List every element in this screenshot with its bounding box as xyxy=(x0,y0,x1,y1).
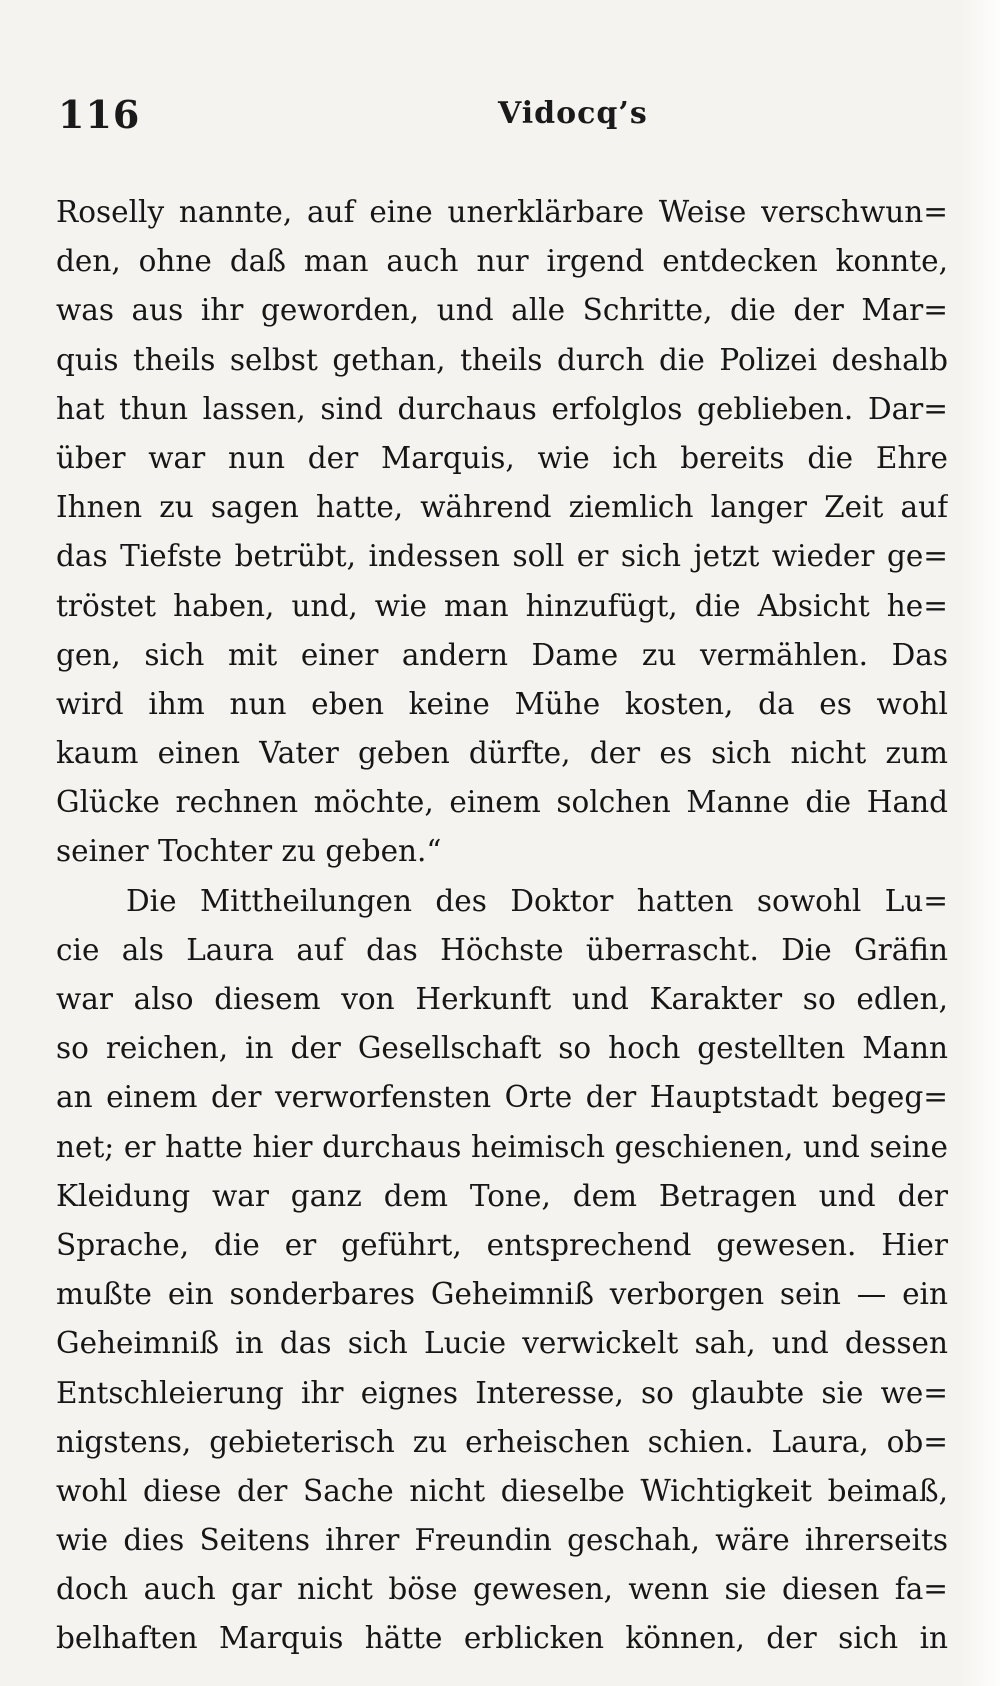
text-line: belhaften Marquis hätte erblicken können, der sich in xyxy=(56,1621,948,1656)
text-line: wird ihm nun eben keine Mühe kosten, da es wohl xyxy=(56,686,948,721)
text-line: net; er hatte hier durchaus heimisch geschienen, und seine xyxy=(56,1129,948,1164)
text-line: war also diesem von Herkunft und Karakter so edlen, xyxy=(56,982,948,1016)
text-line: über war nun der Marquis, wie ich bereits die Ehre xyxy=(56,440,948,475)
text-line: Sprache, die er geführt, entsprechend gewesen. Hier xyxy=(56,1227,948,1262)
text-line: kaum einen Vater geben dürfte, der es sich nicht zum xyxy=(56,736,948,771)
text-line: doch auch gar nicht böse gewesen, wenn sie diesen fa= xyxy=(56,1572,948,1607)
text-line: seiner Tochter zu geben.“ xyxy=(56,834,442,869)
text-line: hat thun lassen, sind durchaus erfolglos geblieben. Dar= xyxy=(56,391,948,426)
text-line: mußte ein sonderbares Geheimniß verborgen sein — ein xyxy=(56,1277,948,1312)
text-line: quis theils selbst gethan, theils durch die Polizei deshalb xyxy=(56,342,948,377)
text-line: an einem der verworfensten Orte der Hauptstadt begeg= xyxy=(56,1080,948,1115)
page-edge xyxy=(960,0,1000,1686)
text-line: so reichen, in der Gesellschaft so hoch gestellten Mann xyxy=(56,1031,948,1066)
text-line: Geheimniß in das sich Lucie verwickelt sah, und dessen xyxy=(56,1326,948,1361)
text-line: Ihnen zu sagen hatte, während ziemlich langer Zeit auf xyxy=(56,490,948,525)
body-text xyxy=(56,188,948,1664)
text-line: was aus ihr geworden, und alle Schritte, die der Mar= xyxy=(56,293,948,328)
text-line: Kleidung war ganz dem Tone, dem Betragen und der xyxy=(56,1178,948,1213)
text-line: nigstens, gebieterisch zu erheischen schien. Laura, ob= xyxy=(56,1424,948,1459)
text-line: gen, sich mit einer andern Dame zu vermählen. Das xyxy=(56,637,948,672)
text-line: Roselly nannte, auf eine unerklärbare Weise verschwun= xyxy=(56,195,948,229)
text-line: cie als Laura auf das Höchste überrascht. Die Gräfin xyxy=(56,932,948,967)
text-line: wie dies Seitens ihrer Freundin geschah, wäre ihrerseits xyxy=(56,1523,948,1558)
page-header xyxy=(58,92,948,152)
page-number: 116 xyxy=(58,92,141,137)
text-line: Entschleierung ihr eignes Interesse, so glaubte sie we= xyxy=(56,1375,948,1410)
text-line: tröstet haben, und, wie man hinzufügt, die Absicht he= xyxy=(56,588,948,623)
text-line: den, ohne daß man auch nur irgend entdecken konnte, xyxy=(56,244,948,279)
text-line: Glücke rechnen möchte, einem solchen Manne die Hand xyxy=(56,785,948,820)
text-line: das Tiefste betrübt, indessen soll er sich jetzt wieder ge= xyxy=(56,539,948,574)
running-head: Vidocq’s xyxy=(498,96,648,131)
paragraph-start-line: Die Mittheilungen des Doktor hatten sowohl Lu= xyxy=(126,883,948,918)
text-line: wohl diese der Sache nicht dieselbe Wichtigkeit beimaß, xyxy=(56,1473,948,1508)
